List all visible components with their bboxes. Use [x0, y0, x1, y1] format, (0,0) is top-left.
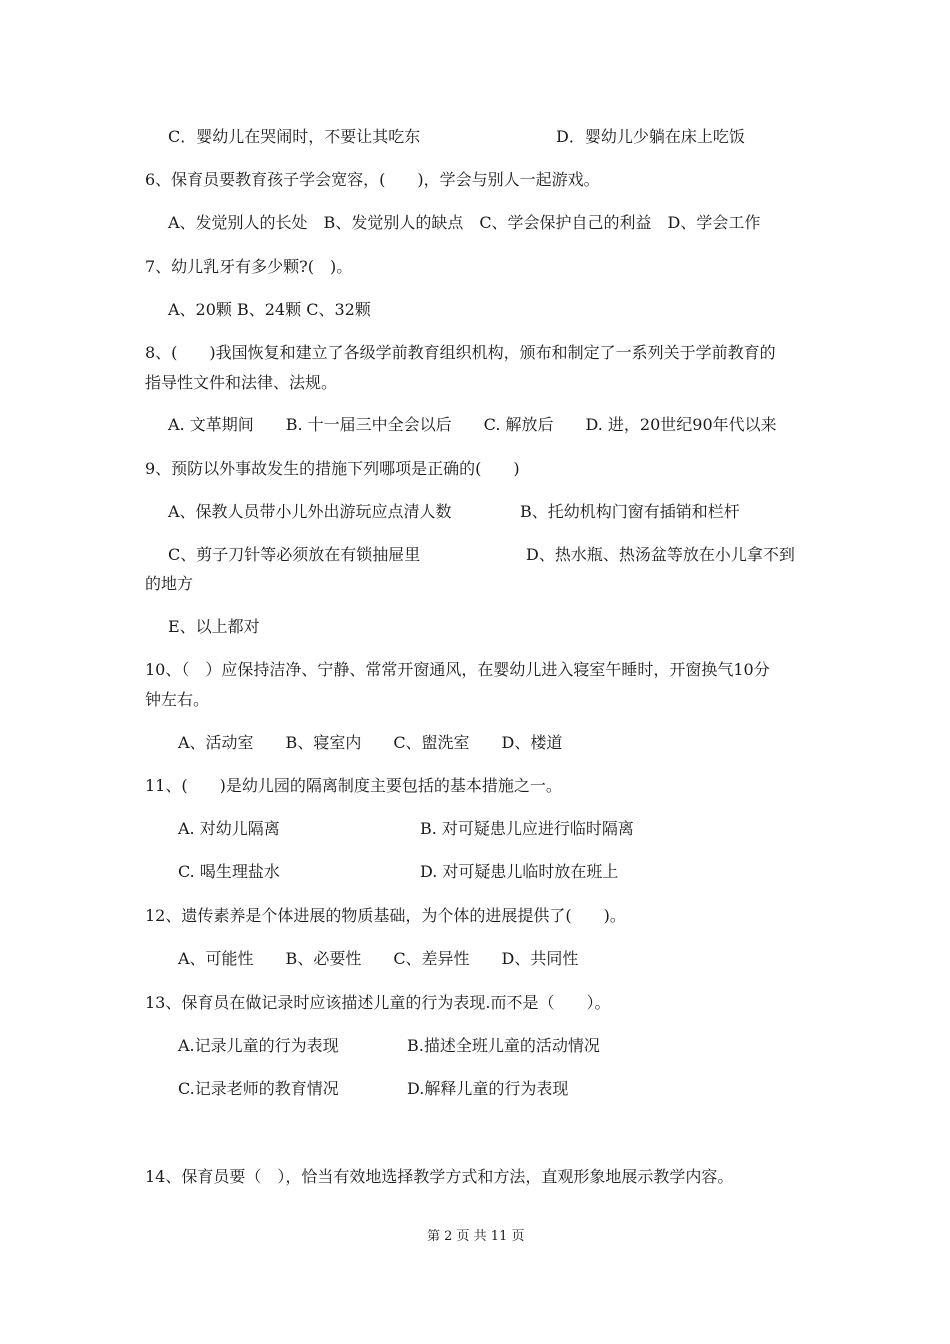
q11-stem: 11、( )是幼儿园的隔离制度主要包括的基本措施之一。 [145, 776, 562, 795]
q9-option-d: D、热水瓶、热汤盆等放在小儿拿不到 [526, 545, 795, 564]
q7-stem: 7、幼儿乳牙有多少颗?( )。 [145, 257, 353, 276]
q13-option-b: B.描述全班儿童的活动情况 [407, 1036, 600, 1055]
q10-options: A、活动室 B、寝室内 C、盥洗室 D、楼道 [178, 733, 563, 752]
q6-stem: 6、保育员要教育孩子学会宽容，( )，学会与别人一起游戏。 [145, 170, 600, 189]
q11-option-c: C. 喝生理盐水 [178, 862, 280, 881]
q12-options: A、可能性 B、必要性 C、差异性 D、共同性 [178, 949, 579, 968]
q6-options: A、发觉别人的长处 B、发觉别人的缺点 C、学会保护自己的利益 D、学会工作 [168, 213, 761, 232]
q11-option-d: D. 对可疑患儿临时放在班上 [420, 862, 619, 881]
q8-stem-line1: 8、( )我国恢复和建立了各级学前教育组织机构，颁布和制定了一系列关于学前教育的 [145, 343, 776, 362]
q9-option-c: C、剪子刀针等必须放在有锁抽屉里 [168, 545, 421, 564]
q5-option-c: C．婴幼儿在哭闹时，不要让其吃东 [168, 127, 421, 146]
page-footer: 第 2 页 共 11 页 [427, 1229, 525, 1244]
q13-option-a: A.记录儿童的行为表现 [178, 1036, 339, 1055]
q9-option-b: B、托幼机构门窗有插销和栏杆 [520, 502, 740, 521]
q9-stem: 9、预防以外事故发生的措施下列哪项是正确的( ) [145, 459, 520, 478]
q9-option-a: A、保教人员带小儿外出游玩应点清人数 [168, 502, 452, 521]
q8-stem-line2: 指导性文件和法律、法规。 [145, 373, 338, 392]
q13-stem: 13、保育员在做记录时应该描述儿童的行为表现.而不是（ ）。 [145, 993, 611, 1012]
q10-stem-line2: 钟左右。 [145, 690, 210, 709]
q13-option-d: D.解释儿童的行为表现 [407, 1079, 569, 1098]
q10-stem-line1: 10、（ ）应保持洁净、宁静、常常开窗通风，在婴幼儿进入寝室午睡时，开窗换气10分 [145, 660, 770, 679]
q12-stem: 12、遗传素养是个体进展的物质基础，为个体的进展提供了( )。 [145, 906, 626, 925]
q11-option-a: A. 对幼儿隔离 [178, 819, 280, 838]
q9-option-e: E、以上都对 [168, 617, 260, 636]
q7-options: A、20颗 B、24颗 C、32颗 [168, 300, 371, 319]
q14-stem: 14、保育员要（ ），恰当有效地选择教学方式和方法，直观形象地展示教学内容。 [145, 1167, 734, 1186]
q11-option-b: B. 对可疑患儿应进行临时隔离 [420, 819, 634, 838]
q5-option-d: D．婴幼儿少躺在床上吃饭 [556, 127, 745, 146]
q13-option-c: C.记录老师的教育情况 [178, 1079, 339, 1098]
q8-options: A. 文革期间 B. 十一届三中全会以后 C. 解放后 D. 进，20世纪90年代以来 [168, 415, 777, 434]
q9-option-d-cont: 的地方 [145, 574, 194, 593]
